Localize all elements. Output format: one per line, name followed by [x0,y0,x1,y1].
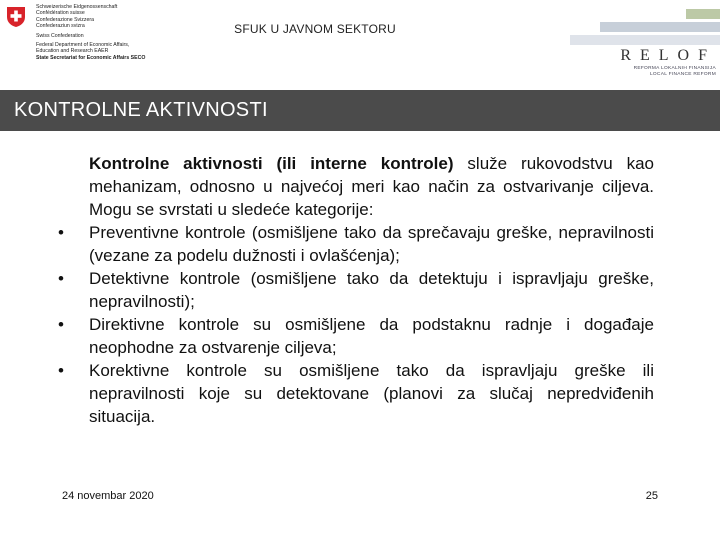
intro-bold-text: Kontrolne aktivnosti (ili interne kontrole) [89,154,454,173]
bullet-icon: • [58,315,64,334]
intro-text: služe rukovodstvu kao mehanizam, odnosno u najvećoj meri kao način za ostvarivanje ciljeva. Mogu se svrstati u sledeće kategorije: [89,154,655,219]
bullet-icon: • [58,269,64,288]
list-item [58,221,654,267]
title-band [0,90,720,131]
header-title: SFUK U JAVNOM SEKTORU [234,22,396,36]
swiss-line: Schweizerische Eidgenossenschaft [36,4,118,10]
list-item [58,313,654,359]
relof-sub-line: LOCAL FINANCE REFORM [649,72,716,77]
swiss-line: Federal Department of Economic Affairs, [36,42,130,49]
category-list [58,221,654,428]
logo-bar [570,35,720,45]
list-item-text: Korektivne kontrole su osmišljene tako da ispravljaju greške ili nepravilnosti koje su detektovane (planovi za slučaj nepredviđenih situacija. [89,361,654,426]
swiss-line: Education and Research EAER [36,48,109,55]
logo-bar [600,22,720,32]
footer-date: 24 novembar 2020 [62,490,154,502]
logo-bar [686,9,720,19]
list-item [58,359,654,428]
page-number: 25 [645,490,658,502]
relof-sub-line: REFORMA LOKALNIH FINANSIJA [633,66,716,71]
relof-wordmark: RELOF [620,47,716,64]
swiss-line: Confederaziun svizra [36,23,85,30]
seco-line: State Secretariat for Economic Affairs SECO [36,54,146,61]
swiss-line: Swiss Confederation [36,32,84,39]
relof-subtitle [634,66,716,78]
swiss-line: Confédération suisse [36,10,85,17]
slide-title: KONTROLNE AKTIVNOSTI [14,99,268,121]
intro-paragraph [58,152,654,221]
swiss-line: Confederazione Svizzera [36,16,94,23]
bullet-icon: • [58,361,64,380]
list-item-text: Preventivne kontrole (osmišljene tako da sprečavaju greške, nepravilnosti (vezane za podelu dužnosti i ovlašćenja); [89,223,654,265]
swiss-group-3 [36,42,186,61]
list-item-text: Direktivne kontrole su osmišljene da podstaknu radnje i događaje neophodne za ostvarenje ciljeva; [89,315,654,357]
relof-logo [560,0,720,80]
bullet-icon: • [58,223,64,242]
slide-body [58,152,654,428]
list-item [58,267,654,313]
list-item-text: Detektivne kontrole (osmišljene tako da detektuju i ispravljaju greške, nepravilnosti); [89,269,654,311]
